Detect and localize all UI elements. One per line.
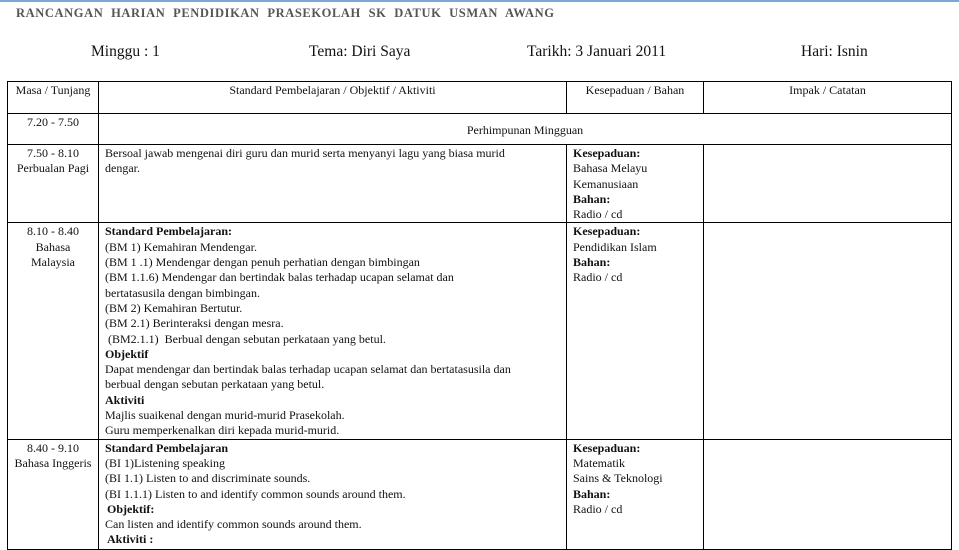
standard-label: Standard Pembelajaran xyxy=(105,440,228,455)
minggu-label: Minggu : 1 xyxy=(91,43,160,60)
time-text: 8.40 - 9.10 xyxy=(27,440,79,455)
span-text: Perhimpunan Mingguan xyxy=(466,122,584,137)
standard-line: (BM 1) Kemahiran Mendengar. xyxy=(105,239,257,254)
table-row xyxy=(8,439,952,549)
objektif-label: Objektif xyxy=(105,346,149,361)
kesepaduan-label: Kesepaduan: xyxy=(573,224,641,239)
content-cell xyxy=(99,223,567,439)
kesepaduan-cell xyxy=(567,145,704,223)
header-impak: Impak / Catatan xyxy=(704,82,952,114)
standard-line: (BI 1)Listening speaking xyxy=(105,455,225,470)
standard-line: (BM 1 .1) Mendengar dengan penuh perhatian dengan bimbingan xyxy=(105,255,420,270)
bahan-label: Bahan: xyxy=(573,486,611,501)
standard-label: Standard Pembelajaran: xyxy=(105,224,232,239)
tunjang-text: Perbualan Pagi xyxy=(16,161,90,176)
aktiviti-line: Majlis suaikenal dengan murid-murid Prasekolah. xyxy=(105,408,345,423)
time-cell xyxy=(8,439,99,549)
bahan-text: Radio / cd xyxy=(573,270,623,285)
header-row xyxy=(8,82,952,114)
bahan-text: Radio / cd xyxy=(573,207,623,222)
bahan-text: Radio / cd xyxy=(573,501,623,516)
kesepaduan-cell xyxy=(567,223,704,439)
document-title: RANCANGAN HARIAN PENDIDIKAN PRASEKOLAH SK DATUK USMAN AWANG xyxy=(16,6,555,20)
table-row xyxy=(8,223,952,439)
time-cell xyxy=(8,145,99,223)
kesepaduan-item: Sains & Teknologi xyxy=(573,471,663,486)
kesepaduan-item: Bahasa Melayu xyxy=(573,161,648,176)
tunjang-text: Bahasa Malaysia xyxy=(31,239,75,270)
tema-label: Tema: Diri Saya xyxy=(309,43,411,60)
kesepaduan-label: Kesepaduan: xyxy=(573,146,641,160)
objektif-line: berbual dengan sebutan perkataan yang betul. xyxy=(105,377,325,392)
objektif-label: Objektif: xyxy=(107,501,155,516)
aktiviti-label: Aktiviti xyxy=(105,392,145,407)
time-cell xyxy=(8,114,99,145)
hari-label: Hari: Isnin xyxy=(801,43,868,60)
kesepaduan-item: Kemanusiaan xyxy=(573,176,639,191)
standard-line: bertatasusila dengan bimbingan. xyxy=(105,285,260,300)
bahan-label: Bahan: xyxy=(573,191,611,206)
table-row xyxy=(8,114,952,145)
standard-line: (BM 2) Kemahiran Bertutur. xyxy=(105,300,243,315)
kesepaduan-item: Matematik xyxy=(573,455,625,470)
objektif-line: Can listen and identify common sounds around them. xyxy=(105,517,362,532)
content-cell xyxy=(99,439,567,549)
lesson-plan-table xyxy=(7,81,952,550)
content-cell xyxy=(99,145,567,223)
aktiviti-line: Guru memperkenalkan diri kepada murid-murid. xyxy=(105,423,340,438)
impak-cell xyxy=(704,439,952,549)
aktiviti-label: Aktiviti : xyxy=(107,532,154,547)
header-masa: Masa / Tunjang xyxy=(8,82,99,114)
standard-line: (BM2.1.1) Berbual dengan sebutan perkataan yang betul. xyxy=(105,331,386,346)
impak-cell xyxy=(704,223,952,439)
standard-line: (BM 2.1) Berinteraksi dengan mesra. xyxy=(105,316,284,331)
bahan-label: Bahan: xyxy=(573,255,611,270)
standard-line: (BI 1.1.1) Listen to and identify common sounds around them. xyxy=(105,486,406,501)
time-cell xyxy=(8,223,99,439)
header-kesepaduan: Kesepaduan / Bahan xyxy=(567,82,704,114)
standard-line: (BI 1.1) Listen to and discriminate sounds. xyxy=(105,471,311,486)
perhimpunan-cell xyxy=(99,114,952,145)
impak-cell xyxy=(704,145,952,223)
kesepaduan-cell xyxy=(567,439,704,549)
time-text: 7.20 - 7.50 xyxy=(27,115,79,129)
content-text: Bersoal jawab mengenai diri guru dan murid serta menyanyi lagu yang biasa murid dengar. xyxy=(105,146,505,176)
standard-line: (BM 1.1.6) Mendengar dan bertindak balas terhadap ucapan selamat dan xyxy=(105,270,454,285)
header-standard: Standard Pembelajaran / Objektif / Aktiviti xyxy=(99,82,567,114)
tarikh-label: Tarikh: 3 Januari 2011 xyxy=(527,43,667,60)
objektif-line: Dapat mendengar dan bertindak balas terhadap ucapan selamat dan bertatasusila dan xyxy=(105,362,511,377)
kesepaduan-item: Pendidikan Islam xyxy=(573,239,657,254)
table-row xyxy=(8,145,952,223)
kesepaduan-label: Kesepaduan: xyxy=(573,440,641,455)
top-border-line xyxy=(0,0,959,2)
time-text: 7.50 - 8.10 xyxy=(27,146,79,160)
tunjang-text: Bahasa Inggeris xyxy=(14,455,92,470)
time-text: 8.10 - 8.40 xyxy=(27,224,79,239)
